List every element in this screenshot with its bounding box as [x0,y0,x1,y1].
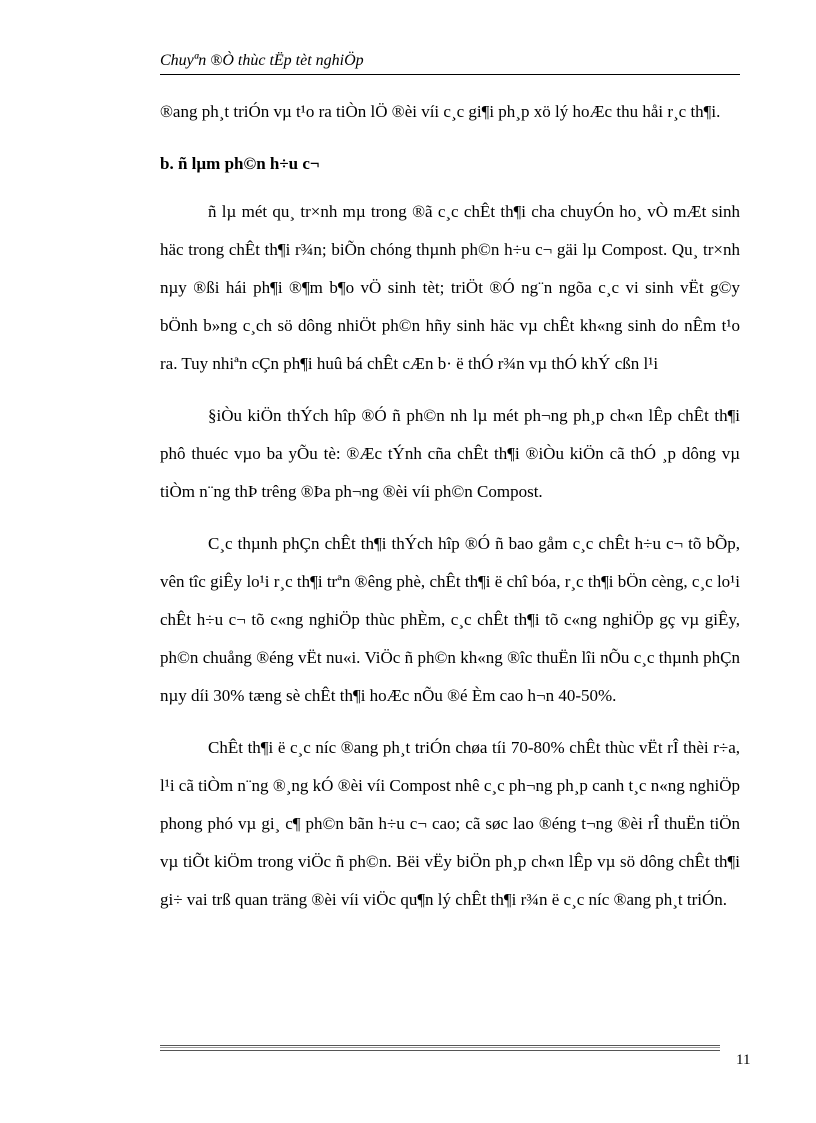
header-title: Chuyªn ®Ò thùc tËp tèt nghiÖp [160,52,364,69]
paragraph: ñ lµ mét qu¸ tr×nh mµ trong ®ã c¸c chÊt th¶i cha chuyÓn ho¸ vÒ mÆt sinh häc trong chÊt th¶i r¾n; biÕn chóng thµnh ph©n h÷u c¬ gäi lµ Compost. Qu¸ tr×nh nµy ®ßi hái ph¶i ®¶m b¶o vÖ sinh tèt; triÖt ®Ó ng¨n ngõa c¸c vi sinh vËt g©y bÖnh b»ng c¸ch sö dông nhiÖt ph©n hñy sinh häc vµ chÊt kh«ng sinh do nÊm t¹o ra. Tuy nhiªn cÇn ph¶i huû bá chÊt cÆn b· ë thÓ r¾n vµ thÓ khÝ cßn l¹i [160,202,740,373]
paragraph: ChÊt th¶i ë c¸c níc ®ang ph¸t triÓn chøa tíi 70-80% chÊt thùc vËt rÎ thèi r÷a, l¹i cã tiÒm n¨ng ®¸ng kÓ ®èi víi Compost nhê c¸c ph¬ng ph¸p canh t¸c n«ng nghiÖp phong phó vµ gi¸ c¶ ph©n bãn h÷u c¬ cao; cã søc lao ®éng t¬ng ®èi rÎ thuËn tiÖn vµ tiÕt kiÖm trong viÖc ñ ph©n. Bëi vËy biÖn ph¸p ch«n lÊp vµ sö dông chÊt th¶i gi÷ vai trß quan träng ®èi víi viÖc qu¶n lý chÊt th¶i r¾n ë c¸c níc ®ang ph¸t triÓn. [160,738,740,909]
page-header [160,50,740,75]
page-number: 11 [736,1052,751,1068]
paragraph: §iÒu kiÖn thÝch hîp ®Ó ñ ph©n nh lµ mét ph¬ng ph¸p ch«n lÊp chÊt th¶i phô thuéc vµo ba yÕu tè: ®Æc tÝnh cña chÊt th¶i ®iÒu kiÖn cã thÓ ¸p dông vµ tiÒm n¨ng thÞ trêng ®Þa ph¬ng ®èi víi ph©n Compost. [160,406,740,501]
footer-rule [160,1045,720,1051]
document-body [160,93,740,933]
paragraph-continuation: ®ang ph¸t triÓn vµ t¹o ra tiÒn lÖ ®èi víi c¸c gi¶i ph¸p xö lý hoÆc thu håi r¸c th¶i. [160,102,721,121]
section-heading: b. ñ lµm ph©n h÷u c¬ [160,154,320,173]
paragraph: C¸c thµnh phÇn chÊt th¶i thÝch hîp ®Ó ñ bao gåm c¸c chÊt h÷u c¬ tõ bÕp, vên tîc giÊy lo¹i r¸c th¶i trªn ®êng phè, chÊt th¶i ë chî bóa, r¸c th¶i bÖn cèng, c¸c lo¹i chÊt h÷u c¬ tõ c«ng nghiÖp thùc phÈm, c¸c chÊt th¶i tõ c«ng nghiÖp gç vµ giÊy, ph©n chuång ®éng vËt nu«i. ViÖc ñ ph©n kh«ng ®îc thuËn lîi nÕu c¸c thµnh phÇn nµy díi 30% tæng sè chÊt th¶i hoÆc nÕu ®é Èm cao h¬n 40-50%. [160,534,740,705]
